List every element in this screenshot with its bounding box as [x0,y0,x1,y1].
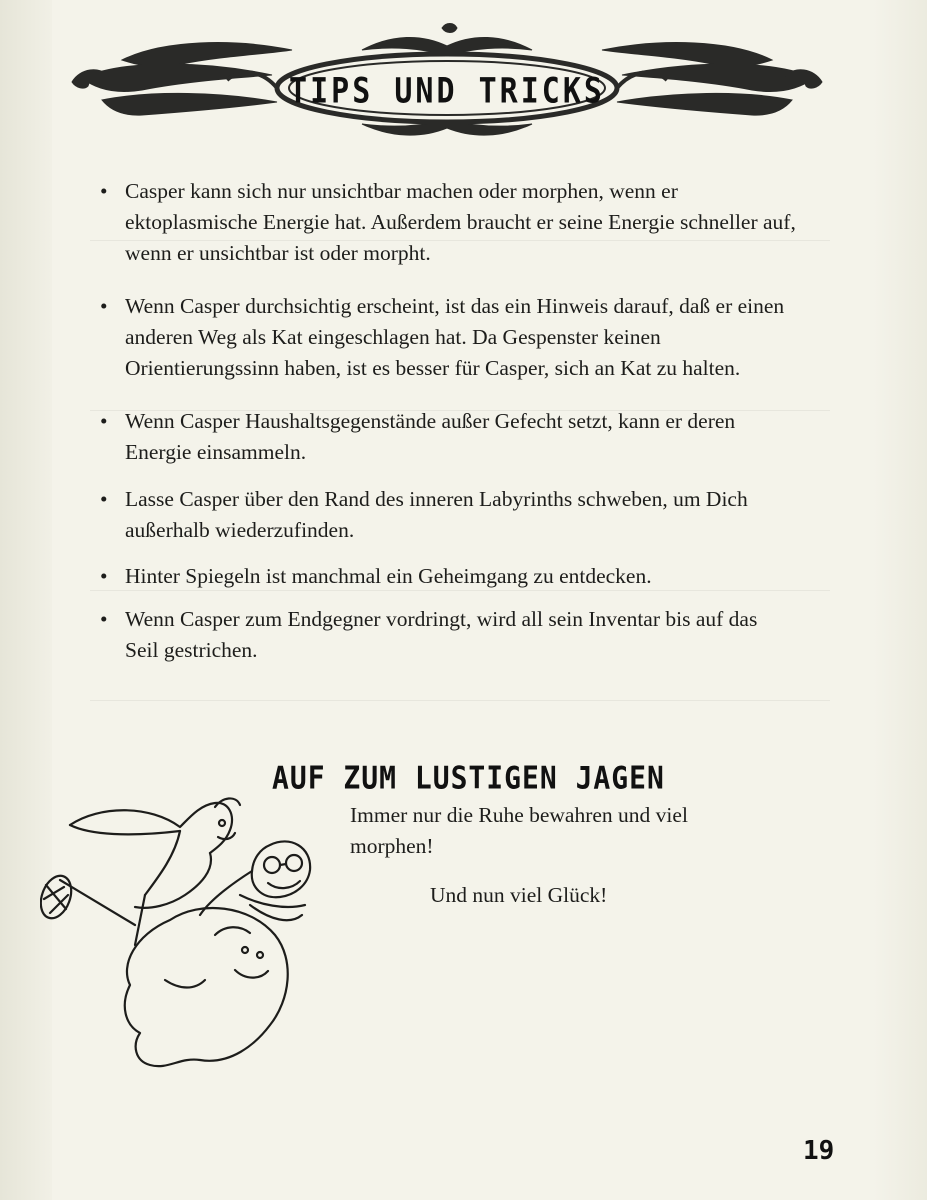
list-item: • Wenn Casper zum Endgegner vordringt, wird all sein Inventar bis auf das Seil gestrichen. [96,604,796,666]
page-title: TIPS UND TRICKS [289,71,605,112]
tips-list [96,176,796,666]
page-number: 19 [803,1136,835,1166]
list-item: • Casper kann sich nur unsichtbar machen oder morphen, wenn er ektoplasmische Energie hat. Außerdem braucht er seine Energie schneller auf, wenn er unsichtbar ist oder morpht. [96,176,796,269]
page-right-edge [873,0,927,1200]
list-item: • Wenn Casper durchsichtig erscheint, ist das ein Hinweis darauf, daß er einen anderen Weg als Kat eingeschlagen hat. Da Gespenster keinen Orientierungssinn haben, ist es besser für Casper, sich an Kat zu halten. [96,291,796,384]
ghost-cartoon-illustration [40,775,340,1075]
header-ornament-banner [62,20,832,140]
list-item: • Hinter Spiegeln ist manchmal ein Geheimgang zu entdecken. [96,561,796,592]
bleed-through-line [90,700,830,707]
list-item: • Wenn Casper Haushaltsgegenstände außer Gefecht setzt, kann er deren Energie einsammeln. [96,406,796,468]
section-body-text: Immer nur die Ruhe bewahren und viel morphen! [350,803,688,858]
section-heading: AUF ZUM LUSTIGEN JAGEN [272,760,665,797]
list-item: • Lasse Casper über den Rand des inneren Labyrinths schweben, um Dich außerhalb wiederzufinden. [96,484,796,546]
closing-text: Und nun viel Glück! [430,883,608,907]
